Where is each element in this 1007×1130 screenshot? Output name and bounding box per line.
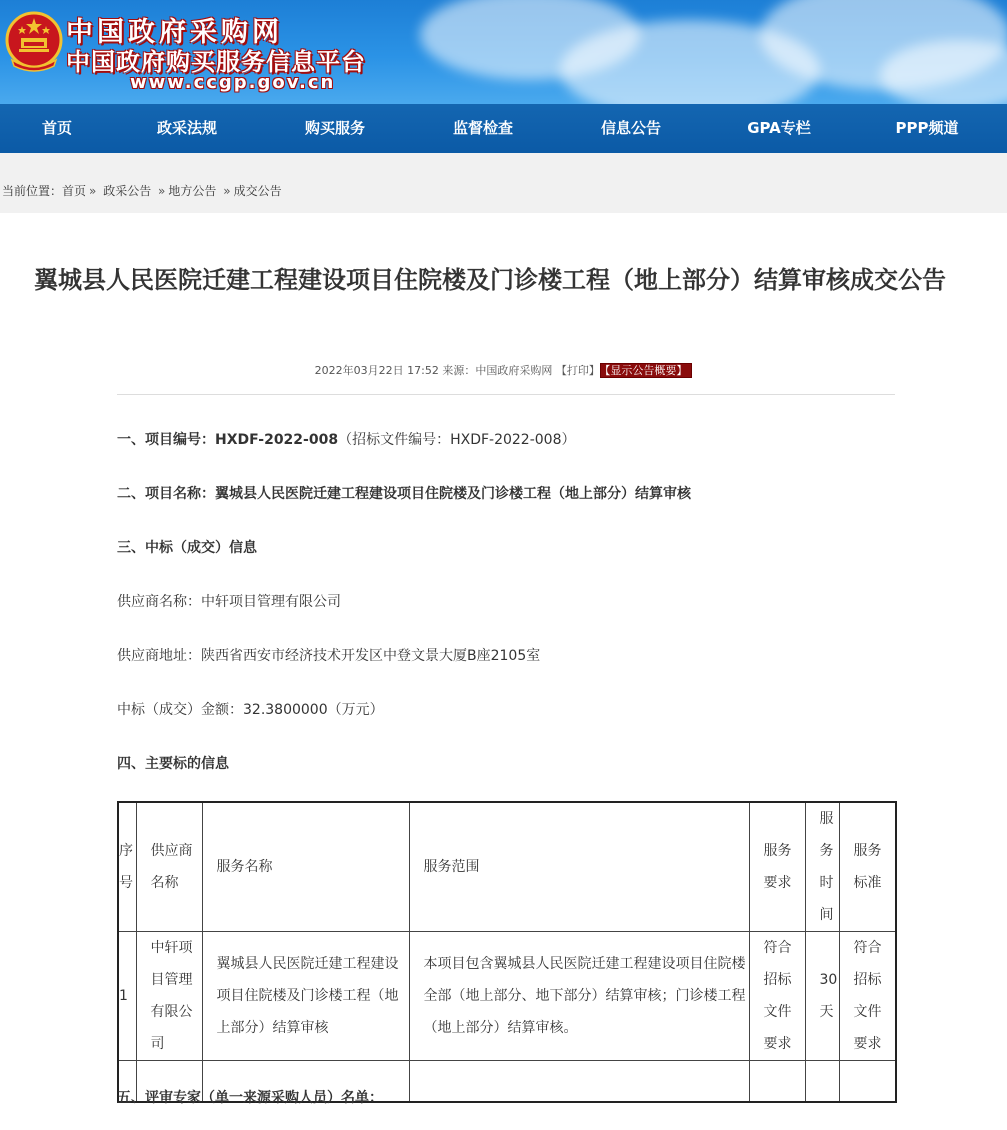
- amount-line: [117, 699, 384, 719]
- project-number-label: 一、项目编号：: [117, 432, 215, 448]
- nav-item-supervision[interactable]: 监督检查: [452, 119, 513, 137]
- divider: [117, 394, 895, 395]
- breadcrumb: [2, 182, 282, 199]
- page-title: 翼城县人民医院迁建工程建设项目住院楼及门诊楼工程（地上部分）结算审核成交公告: [34, 266, 946, 294]
- header-no: 序号: [118, 802, 136, 932]
- national-emblem-icon: [4, 10, 64, 74]
- supplier-name-label: 供应商名称：: [117, 594, 201, 610]
- site-url: www.ccgp.gov.cn: [130, 72, 336, 93]
- header-service-scope: 服务范围: [409, 802, 749, 932]
- experts-heading-text: 五、评审专家（单一来源采购人员）名单：: [117, 1090, 383, 1106]
- breadcrumb-link-procurement[interactable]: 政采公告: [103, 184, 152, 198]
- breadcrumb-link-deal[interactable]: 成交公告: [233, 184, 282, 198]
- table-row: [118, 932, 896, 1061]
- breadcrumb-link-home[interactable]: 首页: [62, 184, 87, 198]
- header-service-requirement: 服务要求: [749, 802, 805, 932]
- main-info-heading: [117, 753, 229, 773]
- project-number-line: [117, 429, 575, 449]
- table-header-row: [118, 802, 896, 932]
- nav-item-regulations[interactable]: 政采法规: [156, 119, 217, 137]
- article-meta: [0, 362, 1007, 378]
- winner-heading-text: 三、中标（成交）信息: [117, 540, 257, 556]
- cell-service-requirement: 符合招标文件要求: [749, 932, 805, 1061]
- show-summary-button[interactable]: 【显示公告概要】: [600, 363, 693, 378]
- project-name-line: [117, 483, 691, 503]
- nav-item-gpa[interactable]: GPA专栏: [747, 119, 811, 137]
- site-subtitle: 中国政府购买服务信息平台: [66, 48, 366, 76]
- nav-item-announcements[interactable]: 信息公告: [600, 119, 661, 137]
- header-service-standard: 服务标准: [839, 802, 896, 932]
- breadcrumb-separator: »: [158, 184, 166, 198]
- nav-item-purchase-services[interactable]: 购买服务: [304, 119, 365, 137]
- print-link[interactable]: 【打印】: [555, 364, 600, 377]
- breadcrumb-separator: »: [89, 184, 97, 198]
- source-label: 来源：: [442, 364, 476, 377]
- supplier-address-line: [117, 645, 540, 665]
- project-number: HXDF-2022-008: [215, 432, 339, 448]
- main-navigation: [0, 104, 1007, 153]
- breadcrumb-prefix: 当前位置：: [2, 184, 63, 198]
- bid-info-table: [117, 801, 897, 1103]
- source-name: 中国政府采购网: [475, 364, 553, 377]
- supplier-address-label: 供应商地址：: [117, 648, 201, 664]
- nav-item-ppp[interactable]: PPP频道: [895, 119, 959, 137]
- publish-date: 2022年03月22日 17:52: [314, 364, 439, 377]
- project-name-label: 二、项目名称：: [117, 486, 215, 502]
- header-banner: [0, 0, 1007, 104]
- breadcrumb-bar: [0, 153, 1007, 213]
- supplier-name-line: [117, 591, 341, 611]
- cell-service-name: 翼城县人民医院迁建工程建设项目住院楼及门诊楼工程（地上部分）结算审核: [202, 932, 409, 1061]
- header-supplier: 供应商名称: [136, 802, 202, 932]
- breadcrumb-link-local[interactable]: 地方公告: [168, 184, 217, 198]
- amount-value: 32.3800000（万元）: [243, 702, 384, 718]
- header-service-time: 服务时间: [805, 802, 839, 932]
- site-title: 中国政府采购网: [66, 17, 283, 48]
- project-name: 翼城县人民医院迁建工程建设项目住院楼及门诊楼工程（地上部分）结算审核: [215, 486, 691, 502]
- cell-no: 1: [118, 932, 136, 1061]
- supplier-address: 陕西省西安市经济技术开发区中登文景大厦B座2105室: [201, 648, 541, 664]
- main-info-heading-text: 四、主要标的信息: [117, 756, 229, 772]
- supplier-name: 中轩项目管理有限公司: [201, 594, 341, 610]
- cell-supplier: 中轩项目管理有限公司: [136, 932, 202, 1061]
- cell-service-scope: 本项目包含翼城县人民医院迁建工程建设项目住院楼全部（地上部分、地下部分）结算审核；门诊楼工程（地上部分）结算审核。: [409, 932, 749, 1061]
- amount-label: 中标（成交）金额：: [117, 702, 243, 718]
- cell-service-time: 30天: [805, 932, 839, 1061]
- experts-heading: [117, 1087, 383, 1107]
- cell-service-standard: 符合招标文件要求: [839, 932, 896, 1061]
- nav-item-home[interactable]: 首页: [41, 119, 72, 137]
- project-number-note: （招标文件编号：HXDF-2022-008）: [338, 432, 576, 448]
- winner-heading: [117, 537, 257, 557]
- breadcrumb-separator: »: [223, 184, 231, 198]
- header-service-name: 服务名称: [202, 802, 409, 932]
